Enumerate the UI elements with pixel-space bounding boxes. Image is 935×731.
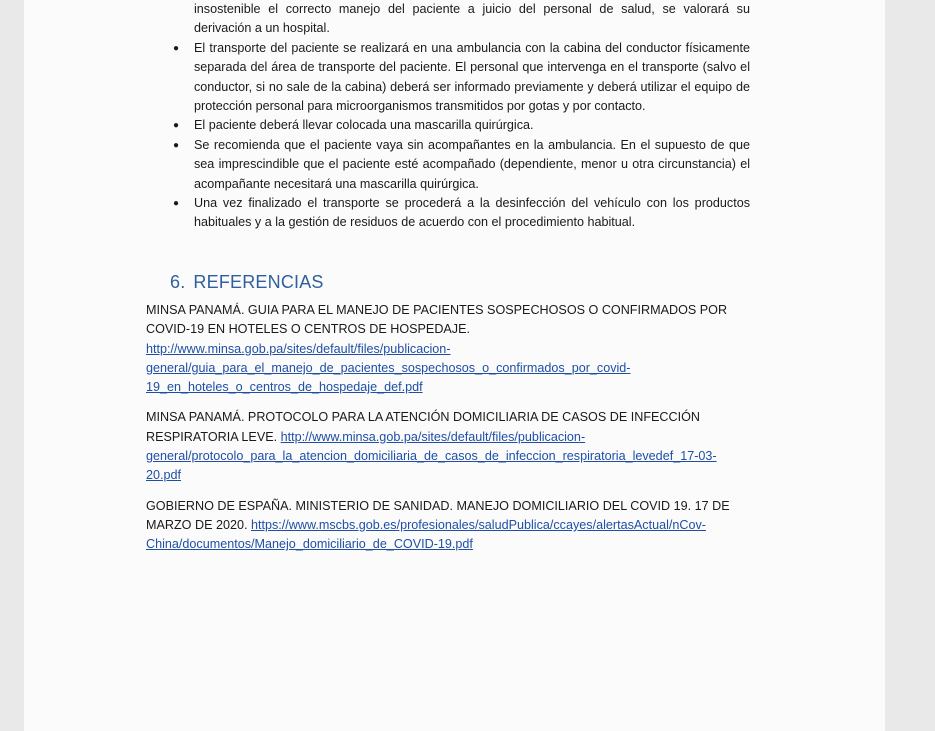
list-item [146, 39, 750, 117]
reference-link[interactable]: https://www.mscbs.gob.es/profesionales/saludPublica/ccayes/alertasActual/nCov-China/documentos/Manejo_domiciliario_de_COVID-19.pdf [146, 517, 706, 552]
reference-text: MINSA PANAMÁ. GUIA PARA EL MANEJO DE PACIENTES SOSPECHOSOS O CONFIRMADOS POR COVID-19 EN HOTELES O CENTROS DE HOSPEDAJE. [146, 303, 728, 337]
list-item-text: El transporte del paciente se realizará en una ambulancia con la cabina del conductor físicamente separada del área de transporte del paciente. El personal que intervenga en el transporte (salvo el conductor, si no sale de la cabina) deberá ser informado previamente y deberá utilizar el equipo de protección personal para microorganismos transmitidos por gotas y por contacto. [194, 40, 750, 114]
reference-text: MINSA PANAMÁ. PROTOCOLO PARA LA ATENCIÓN DOMICILIARIA DE CASOS DE INFECCIÓN RESPIRATORIA LEVE. [146, 410, 701, 444]
list-item-text: Se recomienda que el paciente vaya sin acompañantes en la ambulancia. En el supuesto de que sea imprescindible que el paciente esté acompañado (dependiente, menor u otra circunstancia) el acompañante necesitará una mascarilla quirúrgica. [194, 137, 750, 191]
list-item [146, 116, 750, 135]
bullet-icon: ● [172, 139, 180, 151]
references-list [146, 301, 750, 566]
list-item [146, 136, 750, 194]
section-title: REFERENCIAS [193, 272, 324, 292]
section-heading [170, 272, 324, 293]
list-item [146, 0, 750, 39]
reference-item [146, 301, 750, 397]
reference-item [146, 408, 750, 485]
reference-text: GOBIERNO DE ESPAÑA. MINISTERIO DE SANIDAD. MANEJO DOMICILIARIO DEL COVID 19. 17 DE MARZO DE 2020. [146, 498, 730, 532]
list-item-text: Una vez finalizado el transporte se procederá a la desinfección del vehículo con los productos habituales y a la gestión de residuos de acuerdo con el procedimiento habitual. [194, 196, 750, 230]
list-item-text: insostenible el correcto manejo del paciente a juicio del personal de salud, se valorará su derivación a un hospital. [194, 2, 750, 36]
reference-item [146, 497, 750, 555]
reference-link[interactable]: http://www.minsa.gob.pa/sites/default/files/publicacion-general/protocolo_para_la_atencion_domiciliaria_de_casos_de_infeccion_respiratoria_levedef_17-03-20.pdf [146, 429, 717, 483]
bullet-list [146, 0, 750, 233]
reference-link[interactable]: http://www.minsa.gob.pa/sites/default/files/publicacion-general/guia_para_el_manejo_de_pacientes_sospechosos_o_confirmados_por_covid-19_en_hoteles_o_centros_de_hospedaje_def.pdf [146, 341, 631, 395]
bullet-icon: ● [172, 198, 180, 210]
bullet-icon: ● [172, 120, 180, 132]
list-item [146, 194, 750, 233]
list-item-text: El paciente deberá llevar colocada una mascarilla quirúrgica. [194, 118, 534, 133]
section-number: 6. [170, 272, 186, 292]
bullet-icon: ● [172, 42, 180, 54]
